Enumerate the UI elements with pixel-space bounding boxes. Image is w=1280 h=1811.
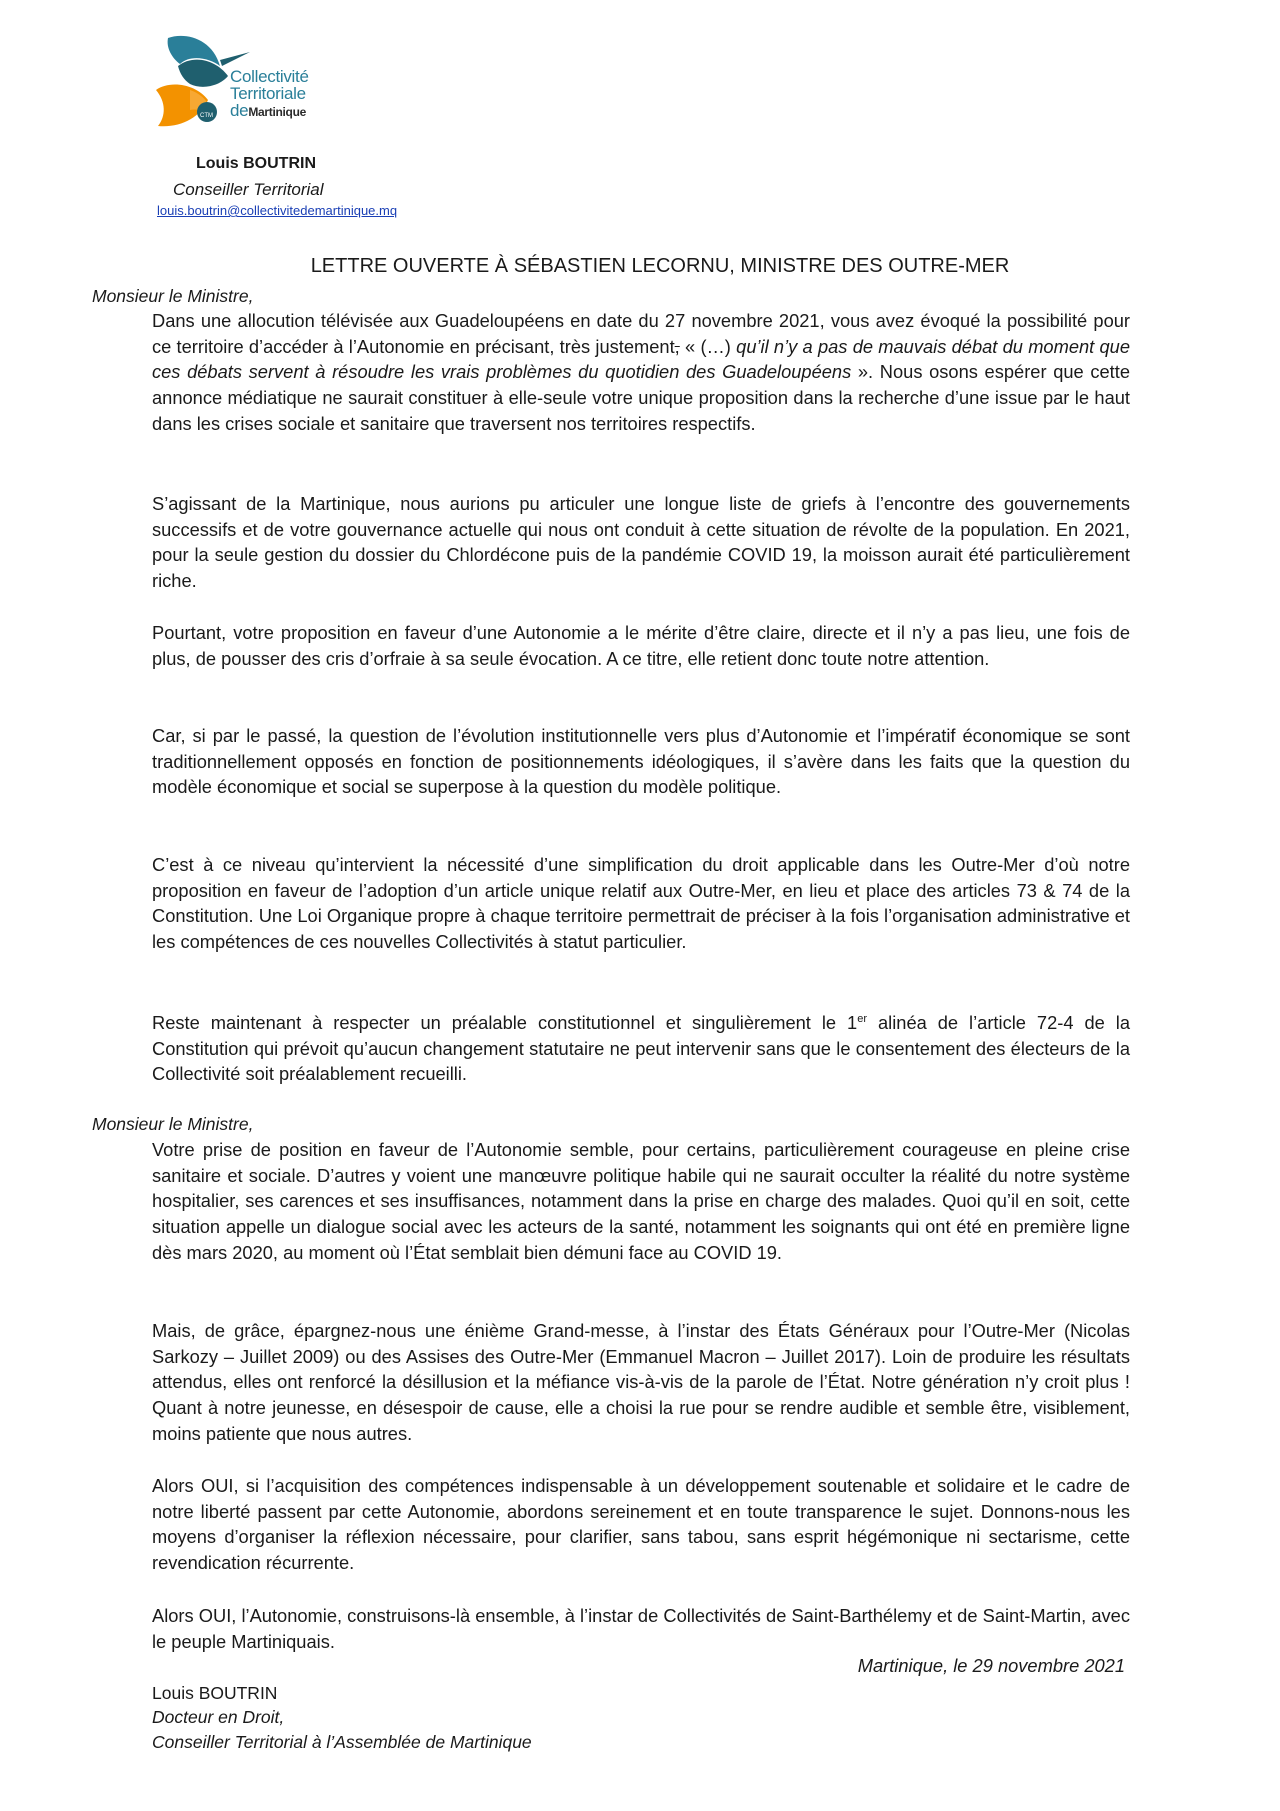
- author-name: Louis BOUTRIN: [196, 155, 316, 172]
- author-email-link[interactable]: louis.boutrin@collectivitedemartinique.mq: [157, 203, 398, 218]
- paragraph-9: Alors OUI, si l’acquisition des compétences indispensable à un développement soutenable et solidaire et le cadre de notre liberté passent par cette Autonomie, abordons sereinement et en toute transparence le sujet. Donnons-nous les moyens d’organiser la réflexion nécessaire, pour clarifier, sans tabou, sans esprit hégémonique ni sectarisme, cette revendication récurrente.: [152, 1475, 1130, 1574]
- p1-text-b: « (…): [679, 335, 737, 357]
- logo-line-3: [230, 102, 309, 121]
- logo-line-1: Collectivité: [230, 67, 309, 86]
- signature-name: Louis BOUTRIN: [152, 1683, 278, 1703]
- paragraph-5: C’est à ce niveau qu’intervient la nécessité d’une simplification du droit applicable dans les Outre-Mer d’où notre proposition en faveur de l’adoption d’un article unique relatif aux Outre-Mer, en lieu et place des articles 73 & 74 de la Constitution. Une Loi Organique propre à chaque territoire permettrait de préciser à la fois l’organisation administrative et les compétences de ces nouvelles Collectivités à statut particulier.: [152, 854, 1130, 953]
- p1-strike: ,: [674, 335, 680, 357]
- paragraph-4: Car, si par le passé, la question de l’évolution institutionnelle vers plus d’Autonomie et l’impératif économique se sont traditionnellement opposés en fonction de positionnements idéologiques, il s’avère dans les faits que la question du modèle économique et social se superpose à la question du modèle politique.: [152, 725, 1130, 798]
- paragraph-3: Pourtant, votre proposition en faveur d’une Autonomie a le mérite d’être claire, directe et il n’y a pas lieu, une fois de plus, de pousser des cris d’orfraie à sa seule évocation. A ce titre, elle retient donc toute notre attention.: [152, 622, 1130, 669]
- salutation-2: Monsieur le Ministre,: [92, 1114, 254, 1134]
- p6-sup: er: [857, 1012, 868, 1025]
- paragraph-2: S’agissant de la Martinique, nous aurions pu articuler une longue liste de griefs à l’encontre des gouvernements successifs et de votre gouvernance actuelle qui nous ont conduit à cette situation de révolte de la population. En 2021, pour la seule gestion du dossier du Chlordécone puis de la pandémie COVID 19, la moisson aurait été particulièrement riche.: [152, 493, 1130, 592]
- logo-line-2: Territoriale: [230, 84, 306, 103]
- p6-text-a: Reste maintenant à respecter un préalable constitutionnel et singulièrement le 1: [152, 1012, 858, 1033]
- letter-date: Martinique, le 29 novembre 2021: [857, 1655, 1125, 1676]
- author-role: Conseiller Territorial: [173, 180, 324, 199]
- ctm-logo: [150, 30, 320, 140]
- p1-text-a: Dans une allocution télévisée aux Guadeloupéens en date du 27 novembre 2021, vous avez évoqué la possibilité pour ce territoire d’accéder à l’Autonomie en précisant, très justement: [152, 310, 1130, 357]
- paragraph-8: Mais, de grâce, épargnez-nous une énième Grand-messe, à l’instar des États Généraux pour l’Outre-Mer (Nicolas Sarkozy – Juillet 2009) ou des Assises des Outre-Mer (Emmanuel Macron – Juillet 2017). Loin de produire les résultats attendus, elles ont renforcé la désillusion et la méfiance vis-à-vis de la parole de l’État. Notre génération n’y croit plus ! Quant à notre jeunesse, en désespoir de cause, elle a choisi la rue pour se rendre audible et semble être, visiblement, moins patiente que nous autres.: [152, 1320, 1130, 1444]
- p1-text-c: ». Nous osons espérer que cette annonce médiatique ne saurait constituer à elle-seule votre unique proposition dans la recherche d’une issue par le haut dans les crises sociale et sanitaire que traversent nos territoires respectifs.: [152, 361, 1130, 434]
- p1-quote: qu’il n’y a pas de mauvais débat du moment que ces débats servent à résoudre les vrais problèmes du quotidien des Guadeloupéens: [152, 335, 1130, 383]
- paragraph-6: [152, 1010, 1130, 1087]
- letter-title: LETTRE OUVERTE À SÉBASTIEN LECORNU, MINISTRE DES OUTRE-MER: [310, 255, 1010, 277]
- logo-de: de: [230, 101, 249, 120]
- paragraph-7: Votre prise de position en faveur de l’Autonomie semble, pour certains, particulièrement courageuse en pleine crise sanitaire et sociale. D’autres y voient une manœuvre politique habile qui ne saurait occulter la réalité du notre système hospitalier, ses carences et ses insuffisances, notamment dans la prise en charge des malades. Quoi qu’il en soit, cette situation appelle un dialogue social avec les acteurs de la santé, notamment les soignants qui ont été en première ligne dès mars 2020, au moment où l’État semblait bien démuni face au COVID 19.: [152, 1139, 1130, 1263]
- salutation: Monsieur le Ministre,: [92, 286, 254, 306]
- paragraph-10: Alors OUI, l’Autonomie, construisons-là ensemble, à l’instar de Collectivités de Saint-Barthélemy et de Saint-Martin, avec le peuple Martiniquais.: [152, 1605, 1130, 1652]
- logo-martinique: Martinique: [248, 105, 306, 119]
- logo-wordmark: [230, 68, 309, 121]
- paragraph-1: [152, 308, 1130, 437]
- signature-title: Docteur en Droit,: [152, 1707, 285, 1727]
- logo-badge: CTM: [200, 113, 213, 119]
- signature-role: Conseiller Territorial à l’Assemblée de Martinique: [152, 1732, 532, 1752]
- p6-text-b: alinéa de l’article 72-4 de la Constitution qui prévoit qu’aucun changement statutaire ne peut intervenir sans que le consentement des électeurs de la Collectivité soit préalablement recueilli.: [152, 1012, 1130, 1085]
